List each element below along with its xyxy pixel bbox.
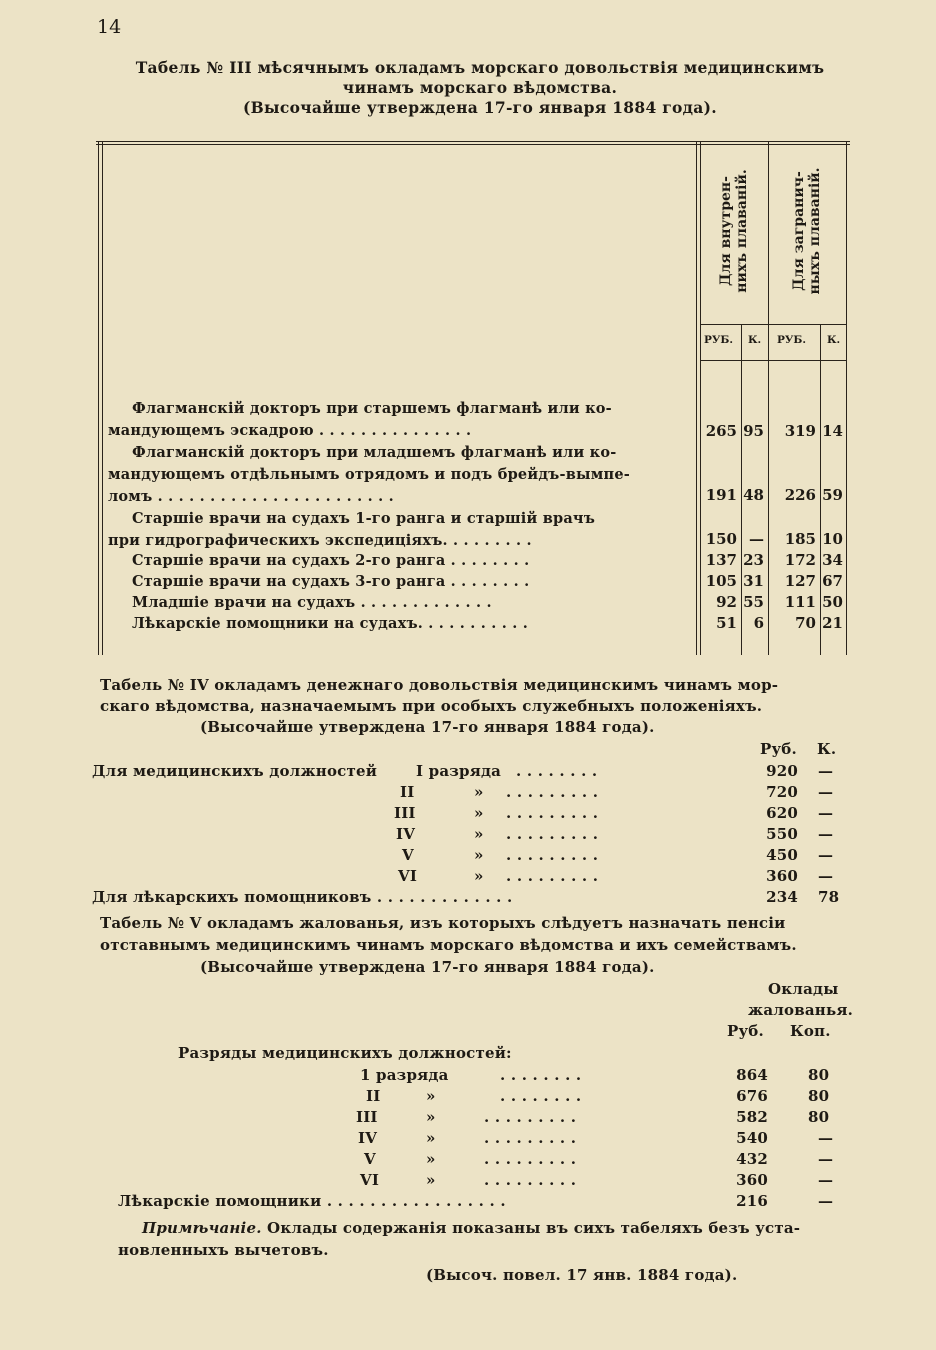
table4-row6-kop: — [818,867,834,885]
row6-foreign-rub: 111 [784,593,816,611]
row4-line-1: Старшіе врачи на судахъ 2-го ранга . . . . . . . . [132,552,530,569]
row1-line-1: Флагманскій докторъ при старшемъ флагманѣ или ко- [132,400,612,417]
row2-inner-rub: 191 [705,486,737,504]
table3-right-border [846,141,847,655]
table4-row5-grade: V [402,846,414,864]
table5-row6-rub: 360 [736,1171,768,1189]
table5-title-line-3: (Высочайше утверждена 17-го января 1884 года). [200,958,655,976]
col-inner-voyages-header [718,169,750,292]
table4-row1-kop: — [818,762,834,780]
table5-row6-mark: » [426,1171,436,1189]
table5-row2-dots: . . . . . . . . [500,1087,582,1105]
table5-row3-mark: » [426,1108,436,1126]
col-inner-line-2: нихъ плаваній. [734,169,750,293]
table3-title-line-3: (Высочайше утверждена 17-го января 1884 года). [243,98,717,117]
row1-foreign-kop: 14 [822,422,843,440]
row3-foreign-kop: 10 [822,530,843,548]
table3-col-divider-2 [768,141,769,655]
row2-foreign-rub: 226 [784,486,816,504]
table5-row4-dots: . . . . . . . . . [484,1129,577,1147]
row2-line-3: ломъ . . . . . . . . . . . . . . . . . . . . . . . [108,488,394,505]
table4-row4-dots: . . . . . . . . . [506,825,599,843]
table5-last-kop: — [818,1192,834,1210]
table4-lead: Для медицинскихъ должностей [92,762,378,780]
table5-row1-dots: . . . . . . . . [500,1066,582,1084]
row3-line-2: при гидрографическихъ экспедиціяхъ. . . . . . . . . [108,532,532,549]
table5-title-line-2: отставнымъ медицинскимъ чинамъ морскаго вѣдомства и ихъ семействамъ. [100,936,797,954]
col-foreign-line-1: Для загранич- [791,171,807,291]
table3 [96,141,850,655]
row6-inner-rub: 92 [716,593,737,611]
row2-line-2: мандующемъ отдѣльнымъ отрядомъ и подъ брейдъ-вымпе- [108,466,630,483]
table5-row4-rub: 540 [736,1129,768,1147]
row4-foreign-rub: 172 [784,551,816,569]
table5-row3-rub: 582 [736,1108,768,1126]
row5-inner-kop: 31 [743,572,764,590]
table4-row1-grade: I разряда [416,762,502,780]
row6-foreign-kop: 50 [822,593,843,611]
table4-row6-grade: VI [398,867,418,885]
table4-row3-rub: 620 [766,804,798,822]
table4-row2-mark: » [474,783,484,801]
table5-row4-grade: IV [358,1129,378,1147]
table5-row2-grade: II [366,1087,381,1105]
table5-col-head-line-2: жалованья. [748,1001,854,1019]
row5-foreign-rub: 127 [784,572,816,590]
table5-row5-kop: — [818,1150,834,1168]
table4-col-kop: К. [817,740,837,758]
table4-row1-rub: 920 [766,762,798,780]
table4-title-line-2: скаго вѣдомства, назначаемымъ при особыхъ служебныхъ положеніяхъ. [100,697,763,715]
row7-inner-kop: 6 [753,614,764,632]
table3-top-rule-inner [96,144,850,145]
table3-title-line-2: чинамъ морскаго вѣдомства. [342,78,618,97]
col-inner-line-1: Для внутрен- [718,176,734,286]
table4-row5-mark: » [474,846,484,864]
table4-row5-kop: — [818,846,834,864]
page-number: 14 [97,16,122,38]
row3-inner-kop: — [749,530,764,548]
unit-kop-1: К. [748,334,762,346]
col-foreign-line-2: ныхъ плаваній. [807,167,823,295]
table4-last-label: Для лѣкарскихъ помощниковъ . . . . . . . . . . . . . [92,888,513,906]
table4-col-rub: Руб. [760,740,797,758]
table4-row4-mark: » [474,825,484,843]
table5-row1-grade: 1 разряда [360,1066,449,1084]
table4-title-line-3: (Высочайше утверждена 17-го января 1884 года). [200,718,655,736]
table5-row6-grade: VI [360,1171,380,1189]
table5-row2-rub: 676 [736,1087,768,1105]
table4-row5-rub: 450 [766,846,798,864]
row4-foreign-kop: 34 [822,551,843,569]
table3-left-border-inner [102,141,103,655]
table3-col-divider-1 [696,141,697,655]
col-foreign-voyages-header [791,167,823,294]
table4-row2-rub: 720 [766,783,798,801]
table5-title-line-1: Табель № V окладамъ жалованья, изъ которыхъ слѣдуетъ назначать пенсіи [100,914,786,932]
row6-line-1: Младшіе врачи на судахъ . . . . . . . . . . . . . [132,594,492,611]
table4-row4-grade: IV [396,825,416,843]
row7-inner-rub: 51 [716,614,737,632]
unit-rub-1: РУБ. [704,334,734,346]
unit-kop-2: К. [827,334,841,346]
table5-row4-mark: » [426,1129,436,1147]
table5-row1-kop: 80 [808,1066,830,1084]
table4-row4-kop: — [818,825,834,843]
row2-inner-kop: 48 [743,486,764,504]
table5-row3-kop: 80 [808,1108,830,1126]
table5-row2-kop: 80 [808,1087,830,1105]
row1-inner-kop: 95 [743,422,764,440]
table5-row3-grade: III [356,1108,378,1126]
note-source: (Высоч. повел. 17 янв. 1884 года). [426,1266,738,1284]
row3-inner-rub: 150 [705,530,737,548]
table4-last-kop: 78 [818,888,840,906]
note-line-1 [142,1219,800,1237]
table5-col-head-line-1: Оклады [768,980,839,998]
note-text-1: Оклады содержанія показаны въ сихъ табеляхъ безъ уста- [261,1219,801,1237]
table5-lead: Разряды медицинскихъ должностей: [178,1044,512,1062]
note-text-2: новленныхъ вычетовъ. [118,1241,329,1259]
row1-line-2: мандующемъ эскадрою . . . . . . . . . . . . . . . [108,422,472,439]
table3-top-rule [96,141,850,142]
row4-inner-rub: 137 [705,551,737,569]
table5-row5-rub: 432 [736,1150,768,1168]
table5-row3-dots: . . . . . . . . . [484,1108,577,1126]
table3-header-rule [700,324,846,325]
table4-row6-dots: . . . . . . . . . [506,867,599,885]
table5-row6-dots: . . . . . . . . . [484,1171,577,1189]
row7-foreign-kop: 21 [822,614,843,632]
row1-inner-rub: 265 [705,422,737,440]
row2-line-1: Флагманскій докторъ при младшемъ флагманѣ или ко- [132,444,617,461]
table5-last-rub: 216 [736,1192,768,1210]
table5-row5-dots: . . . . . . . . . [484,1150,577,1168]
table3-left-border [98,141,99,655]
table5-row5-mark: » [426,1150,436,1168]
table5-col-rub: Руб. [727,1022,764,1040]
table4-row3-grade: III [394,804,416,822]
table5-row6-kop: — [818,1171,834,1189]
table4-row2-grade: II [400,783,415,801]
row3-foreign-rub: 185 [784,530,816,548]
row5-foreign-kop: 67 [822,572,843,590]
row3-line-1: Старшіе врачи на судахъ 1-го ранга и старшій врачъ [132,510,596,527]
table3-unit-rule [700,360,846,361]
row7-foreign-rub: 70 [795,614,816,632]
unit-rub-2: РУБ. [777,334,807,346]
row4-inner-kop: 23 [743,551,764,569]
table4-row5-dots: . . . . . . . . . [506,846,599,864]
table3-title-line-1: Табель № III мѣсячнымъ окладамъ морскаго довольствія медицинскимъ [135,58,825,77]
table4-row4-rub: 550 [766,825,798,843]
table5-last-label: Лѣкарскіе помощники . . . . . . . . . . . . . . . . . [118,1192,506,1210]
table4-row3-mark: » [474,804,484,822]
table4-row6-mark: » [474,867,484,885]
row5-inner-rub: 105 [705,572,737,590]
table5-col-kop: Коп. [790,1022,831,1040]
row5-line-1: Старшіе врачи на судахъ 3-го ранга . . . . . . . . [132,573,530,590]
table4-row2-dots: . . . . . . . . . [506,783,599,801]
table4-row3-kop: — [818,804,834,822]
row1-foreign-rub: 319 [784,422,816,440]
row6-inner-kop: 55 [743,593,764,611]
row2-foreign-kop: 59 [822,486,843,504]
row7-line-1: Лѣкарскіе помощники на судахъ. . . . . . . . . . . [132,615,528,632]
note-label: Примѣчаніе. [142,1219,262,1237]
table4-row3-dots: . . . . . . . . . [506,804,599,822]
table4-row6-rub: 360 [766,867,798,885]
table5-row5-grade: V [364,1150,376,1168]
table4-row2-kop: — [818,783,834,801]
table4-title-line-1: Табель № IV окладамъ денежнаго довольствія медицинскимъ чинамъ мор- [100,676,779,694]
table5-row2-mark: » [426,1087,436,1105]
table4-last-rub: 234 [766,888,798,906]
table5-row4-kop: — [818,1129,834,1147]
table5-row1-rub: 864 [736,1066,768,1084]
table4-row1-dots: . . . . . . . . [516,762,598,780]
